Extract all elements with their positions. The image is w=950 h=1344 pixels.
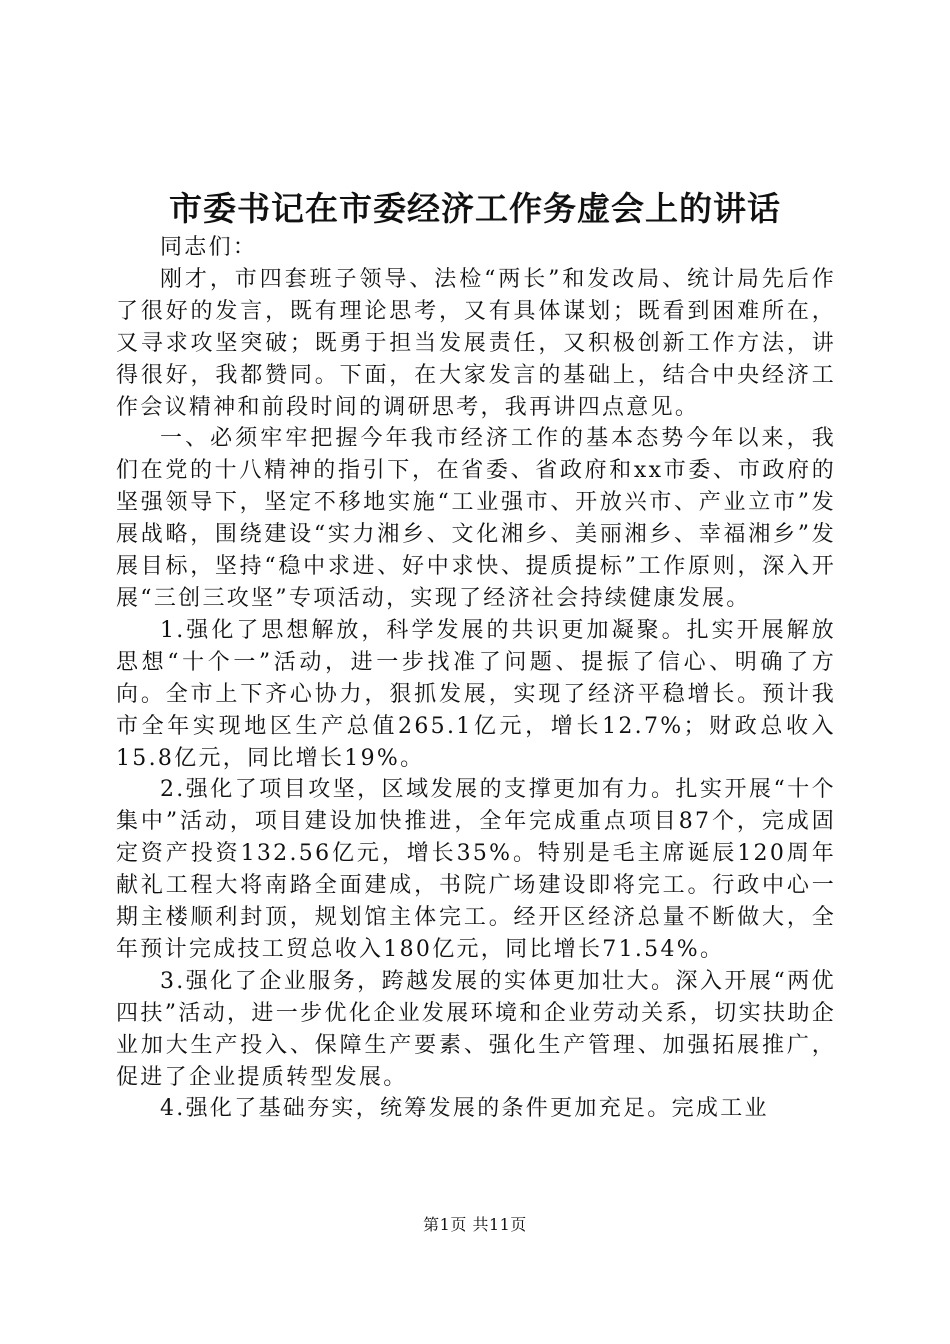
point-four-paragraph: 4.强化了基础夯实，统筹发展的条件更加充足。完成工业: [160, 1096, 769, 1122]
document-body: [116, 232, 836, 1125]
intro-paragraph: 刚才，市四套班子领导、法检“两长”和发改局、统计局先后作了很好的发言，既有理论思考，又有具体谋划；既看到困难所在，又寻求攻坚突破；既勇于担当发展责任，又积极创新工作方法，讲得很好，我都赞同。下面，在大家发言的基础上，结合中央经济工作会议精神和前段时间的调研思考，我再讲四点意见。: [116, 266, 836, 420]
section-one-paragraph: 一、必须牢牢把握今年我市经济工作的基本态势今年以来，我们在党的十八精神的指引下，在省委、省政府和xx市委、市政府的坚强领导下，坚定不移地实施“工业强市、开放兴市、产业立市”发展战略，围绕建设“实力湘乡、文化湘乡、美丽湘乡、幸福湘乡”发展目标，坚持“稳中求进、好中求快、提质提标”工作原则，深入开展“三创三攻坚”专项活动，实现了经济社会持续健康发展。: [116, 426, 836, 611]
salutation-paragraph: 同志们：: [160, 235, 258, 260]
point-one-paragraph: 1.强化了思想解放，科学发展的共识更加凝聚。扎实开展解放思想“十个一”活动，进一步找准了问题、提振了信心、明确了方向。全市上下齐心协力，狠抓发展，实现了经济平稳增长。预计我市全年实现地区生产总值265.1亿元，增长12.7%；财政总收入15.8亿元，同比增长19%。: [116, 617, 836, 771]
document-title: 市委书记在市委经济工作务虚会上的讲话: [169, 189, 781, 228]
point-two-paragraph: 2.强化了项目攻坚，区域发展的支撑更加有力。扎实开展“十个集中”活动，项目建设加快推进，全年完成重点项目87个，完成固定资产投资132.56亿元，增长35%。特别是毛主席诞辰120周年献礼工程大将南路全面建成，书院广场建设即将完工。行政中心一期主楼顺利封顶，规划馆主体完工。经开区经济总量不断做大，全年预计完成技工贸总收入180亿元，同比增长71.54%。: [116, 777, 836, 962]
page-footer: 第1页 共11页: [423, 1215, 527, 1234]
point-three-paragraph: 3.强化了企业服务，跨越发展的实体更加壮大。深入开展“两优四扶”活动，进一步优化企业发展环境和企业劳动关系，切实扶助企业加大生产投入、保障生产要素、强化生产管理、加强拓展推广，促进了企业提质转型发展。: [116, 968, 836, 1090]
